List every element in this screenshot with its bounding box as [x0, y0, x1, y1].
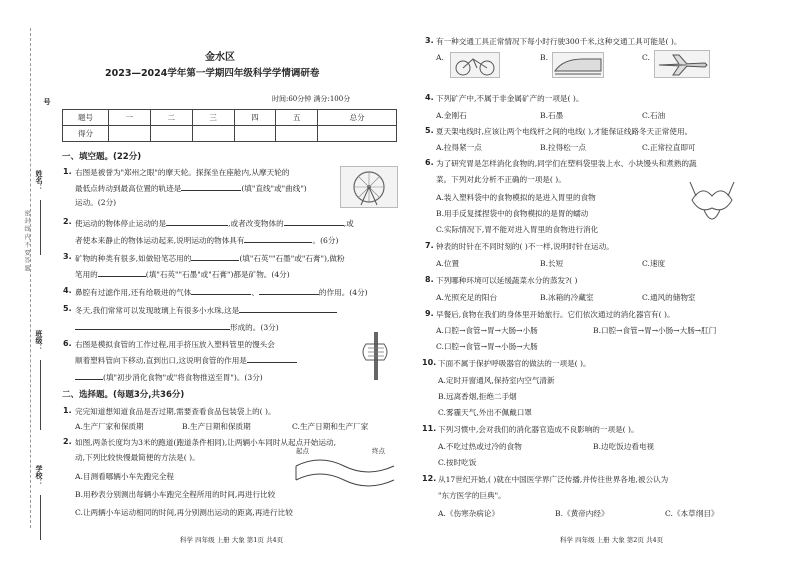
- track-start-label: 起点: [296, 447, 309, 455]
- section1-title: 一、填空题。(22分): [62, 152, 142, 162]
- q-line: (填"初步消化食物"或"将食物推送至胃")。(3分): [75, 371, 263, 383]
- number-label: 号: [43, 98, 51, 105]
- score-header-row: [63, 110, 397, 126]
- seal-text: 密 封 线 内 不 要 答 题: [23, 210, 30, 272]
- q-number: 6.: [63, 339, 72, 348]
- q-line: 右图是被誉为"郑州之眼"的摩天轮。探探坐在座舱内,从摩天轮的: [75, 168, 290, 177]
- score-table: [62, 109, 397, 142]
- score-cell[interactable]: [318, 126, 397, 142]
- q-number: 9.: [425, 309, 434, 318]
- q-number: 2.: [63, 217, 72, 226]
- option-b[interactable]: B.《黄帝内经》: [555, 509, 609, 518]
- q-stem: "东方医学的巨典"。: [438, 491, 506, 500]
- option-a[interactable]: A.装入塑料袋中的食物模拟的是进入胃里的食物: [436, 193, 596, 202]
- q-stem: 完完知道想知道食品是否过期,需要查看食品包装袋上的( )。: [75, 407, 276, 416]
- option-c[interactable]: C.按时吃饭: [438, 458, 477, 467]
- score-cell[interactable]: [192, 126, 234, 142]
- option-a[interactable]: A.口腔→食管→胃→大肠→小肠: [436, 326, 538, 335]
- q-stem: 菜。下列对此分析不正确的一项是( )。: [436, 175, 566, 184]
- option-c[interactable]: C.正常拉直即可: [642, 143, 696, 152]
- high-speed-train-image: [552, 52, 604, 78]
- bag-squeeze-image: [684, 170, 740, 236]
- q-stem: 早餐后,食物在我们的身体里开始旅行。它们依次通过的消化器官有( )。: [436, 310, 675, 319]
- option-b[interactable]: B.冰箱的冷藏室: [540, 293, 594, 302]
- option-c[interactable]: C.雾霾天气,外出不佩戴口罩: [438, 408, 532, 417]
- option-b[interactable]: B.用手反复揉捏袋中的食物模拟的是胃的蠕动: [436, 209, 589, 218]
- option-b[interactable]: B.: [540, 53, 548, 62]
- score-header-cell: 一: [109, 110, 151, 126]
- answer-blank[interactable]: [75, 371, 103, 380]
- option-a[interactable]: A.《伤寒杂病论》: [438, 509, 500, 518]
- q-stem: 下面不属于保护呼吸器官的做法的一项是( )。: [438, 359, 591, 368]
- answer-blank[interactable]: [259, 286, 319, 295]
- q-line: 笔用的 (填"石英""石墨"或"石膏")都是矿物。(4分): [75, 270, 290, 279]
- class-label: 班级：: [35, 330, 43, 351]
- option-c[interactable]: C.口腔→食管→胃→小肠→大肠: [436, 342, 538, 351]
- option-b[interactable]: B.用秒表分别测出每辆小车跑完全程所用的时间,再进行比较: [75, 490, 276, 499]
- airplane-icon: [655, 51, 709, 77]
- option-b[interactable]: B.远离香烟,拒绝二手烟: [438, 392, 517, 401]
- q-stem: 为了研究胃是怎样消化食物的,同学们在塑料袋里装上水、小块馒头和煮熟的蔬: [436, 159, 697, 168]
- q-line: 矿物的种类有很多,如做铅笔芯用的 (填"石英""石墨"或"石膏"),做粉: [75, 254, 345, 263]
- q-line: 右图是模拟食管的工作过程,用手挤压放入塑料管里的馒头会: [75, 340, 275, 349]
- option-b[interactable]: B.石墨: [540, 111, 564, 120]
- score-row: [63, 126, 397, 142]
- footer-right: 科学 四年级 上册 大象 第2页 共4页: [560, 536, 664, 544]
- school-line: [40, 495, 41, 540]
- district-title: 金水区: [205, 52, 235, 63]
- score-cell[interactable]: [109, 126, 151, 142]
- option-a[interactable]: A.金刚石: [436, 111, 467, 120]
- q-stem: 有一种交通工具正常情况下每小时行驶300千米,这种交通工具可能是( )。: [436, 37, 682, 46]
- option-c[interactable]: C.让两辆小车运动相同的时间,再分别测出运动的距离,再进行比较: [75, 508, 293, 517]
- option-a[interactable]: A.生产厂家和保质期: [75, 422, 144, 431]
- score-cell[interactable]: [150, 126, 192, 142]
- option-a[interactable]: A.光照充足的阳台: [436, 293, 498, 302]
- answer-blank[interactable]: [98, 268, 146, 277]
- q-number: 1.: [63, 406, 72, 415]
- answer-blank[interactable]: [244, 234, 312, 243]
- answer-blank[interactable]: [239, 304, 337, 313]
- q-number: 10.: [422, 358, 437, 367]
- q-number: 5.: [63, 304, 72, 313]
- option-b[interactable]: B.长短: [540, 259, 564, 268]
- q-stem: 如图,两条长度均为3米的跑道(跑道条件相同),让两辆小车同时从起点开始运动,: [75, 438, 336, 447]
- option-a[interactable]: A.拉得紧一点: [436, 143, 482, 152]
- q-line: 运动。(2分): [75, 198, 117, 207]
- q-line: 顺着塑料管向下移动,直到出口,这说明食管的作用是: [75, 354, 297, 366]
- name-line: [40, 200, 41, 255]
- q-number: 4.: [425, 93, 434, 102]
- option-b[interactable]: B.边吃饭边看电视: [593, 442, 655, 451]
- q-number: 7.: [425, 241, 434, 250]
- q-number: 12.: [422, 474, 437, 483]
- hand-squeeze-icon: [356, 330, 396, 382]
- score-header-cell: 总分: [318, 110, 397, 126]
- exam-title: 2023—2024学年第一学期四年级科学学情调研卷: [105, 68, 320, 79]
- q-line: 冬天,我们常常可以发现玻璃上有很多小水珠,这是: [75, 304, 337, 316]
- ferris-wheel-image: [340, 166, 398, 208]
- q-number: 4.: [63, 286, 72, 295]
- name-label: 姓名：: [35, 170, 43, 191]
- score-header-cell: 四: [234, 110, 276, 126]
- hands-bag-icon: [684, 170, 740, 236]
- option-a[interactable]: A.定时开窗通风,保持室内空气清新: [438, 376, 555, 385]
- q-stem: 下列矿产中,不属于非金属矿产的一项是( )。: [436, 94, 584, 103]
- q-number: 2.: [63, 437, 72, 446]
- q-stem: 动,下列比较快慢最简便的方法是( )。: [75, 453, 200, 462]
- score-header-cell: 三: [192, 110, 234, 126]
- option-c[interactable]: C.通风的储物室: [642, 293, 696, 302]
- q-number: 3.: [63, 252, 72, 261]
- score-cell[interactable]: [276, 126, 318, 142]
- track-end-label: 终点: [372, 447, 385, 455]
- q-line: 使运动的物体停止运动的是 ,或者改变物体的 ,或: [75, 219, 354, 228]
- track-diagram: [290, 446, 398, 496]
- school-label: 学校：: [35, 465, 43, 486]
- option-c[interactable]: C.速度: [642, 259, 666, 268]
- option-c[interactable]: C.石油: [642, 111, 666, 120]
- q-number: 8.: [425, 275, 434, 284]
- answer-blank[interactable]: [247, 354, 297, 363]
- q-number: 3.: [425, 36, 434, 45]
- q-stem: 从17世纪开始,( )就在中国医学界广泛传播,并传往世界各地,被公认为: [438, 475, 669, 484]
- q-line: 最低点转动到最高位置的轨迹是 (填"直线"或"曲线"): [75, 184, 307, 193]
- option-c[interactable]: C.: [642, 53, 650, 62]
- q-number: 6.: [425, 158, 434, 167]
- score-cell[interactable]: [234, 126, 276, 142]
- option-a[interactable]: A.目测看哪辆小车先跑完全程: [75, 472, 175, 481]
- q-stem: 下列习惯中,会对我们的消化器官造成不良影响的一项是( )。: [438, 425, 639, 434]
- binding-margin: [0, 0, 58, 562]
- ferris-wheel-icon: [341, 167, 397, 207]
- q-line: 形成的。(3分): [75, 321, 279, 333]
- option-c[interactable]: C.生产日期和生产厂家: [292, 422, 369, 431]
- exam-meta: 时间:60分钟 满分:100分: [272, 95, 351, 103]
- option-c[interactable]: C.实际情况下,胃不能对进入胃里的食物进行消化: [436, 225, 599, 234]
- q-stem: 钟表的时针在不同时刻的( )不一样,说明时针在运动。: [436, 242, 614, 251]
- bicycle-image: [450, 52, 500, 78]
- answer-blank[interactable]: [181, 182, 241, 191]
- answer-blank[interactable]: [284, 217, 344, 226]
- answer-blank[interactable]: [166, 217, 228, 226]
- q-line: 者使本来静止的物体运动起来,说明运动的物体具有 。(6分): [75, 236, 339, 245]
- answer-blank[interactable]: [75, 321, 230, 330]
- answer-blank[interactable]: [191, 286, 251, 295]
- score-header-cell: 二: [150, 110, 192, 126]
- option-b[interactable]: B.生产日期和保质期: [182, 422, 251, 431]
- score-header-cell: 题号: [63, 110, 109, 126]
- score-row-label: 得分: [63, 126, 109, 142]
- option-a[interactable]: A.不吃过热或过冷的食物: [438, 442, 522, 451]
- q-stem: 下列哪种环境可以延缓蔬菜水分的蒸发?( ): [436, 276, 578, 285]
- tube-experiment-image: [356, 330, 396, 382]
- option-a[interactable]: A.位置: [436, 259, 460, 268]
- option-b[interactable]: B.拉得松一点: [540, 143, 586, 152]
- section2-title: 二、选择题。(每题3分,共36分): [62, 390, 185, 400]
- class-line: [40, 360, 41, 430]
- option-c[interactable]: C.《本草纲目》: [665, 509, 719, 518]
- train-icon: [553, 53, 603, 77]
- option-a[interactable]: A.: [436, 53, 444, 62]
- q-number: 5.: [425, 126, 434, 135]
- q-number: 11.: [422, 424, 437, 433]
- q-stem: 夏天架电线时,应该让两个电线杆之间的电线( ),才能保证线路冬天正常使用。: [436, 127, 693, 136]
- score-header-cell: 五: [276, 110, 318, 126]
- bicycle-icon: [451, 53, 499, 77]
- footer-left: 科学 四年级 上册 大象 第1页 共4页: [180, 536, 284, 544]
- q-line: 鼻腔有过滤作用,还有给吸进的气体 、 的作用。(4分): [75, 288, 368, 297]
- option-b[interactable]: B.口腔→食管→胃→小肠→大肠→肛门: [593, 326, 717, 335]
- airplane-image: [654, 50, 710, 78]
- answer-blank[interactable]: [191, 252, 239, 261]
- q-number: 1.: [63, 167, 72, 176]
